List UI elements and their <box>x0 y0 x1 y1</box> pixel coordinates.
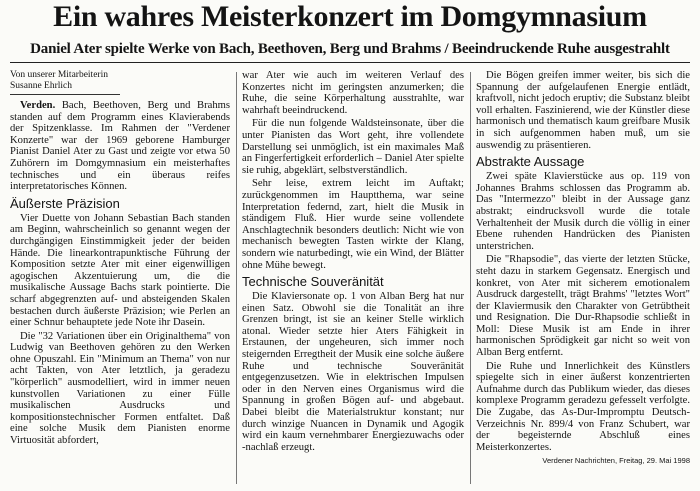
paragraph: Die Ruhe und Innerlichkeit des Künstlers spiegelte sich in einer äußerst konzentrierten Aufnahme durch das Publikum wieder, das dieses komplexe Programm geradezu gefesselt verfolgte. Die Zugabe, das As-Dur-Impromptu Deutsch-Verzeichnis Nr. 899/4 von Franz Schubert, war der begeisternde Abschluß eines Meisterkonzertes. <box>476 360 690 453</box>
section-heading: Äußerste Präzision <box>10 195 120 211</box>
dateline: Verden. <box>20 100 56 111</box>
paragraph: Die "Rhapsodie", das vierte der letzten Stücke, steht dazu in starkem Gegensatz. Energisch und konkret, von Ater mit sicherem emotionalem Ausdruck dargestellt, trägt Brahms' "letztes Wort" der Klaviermusik den Charakter von Getrübtheit und Resignation. Die Dur-Rhapsodie schließt in Moll: Diese Musik ist am Ende in ihrer harmonischen Sprödigkeit gar nicht so weit von Alban Berg entfernt. <box>476 254 690 359</box>
header-divider <box>10 62 690 63</box>
source-line: Verdener Nachrichten, Freitag, 29. Mai 1998 <box>542 456 690 466</box>
author-name: Susanne Ehrlich <box>10 81 120 95</box>
paragraph <box>10 100 230 193</box>
column-2 <box>242 70 464 455</box>
paragraph: war Ater wie auch im weiteren Verlauf des Konzertes nicht im geringsten anzumerken; die Ruhe, die seine Körperhaltung ausstrahlte, war wahrhaft beeindruckend. <box>242 70 464 116</box>
column-1 <box>10 70 230 449</box>
headline: Ein wahres Meisterkonzert im Domgymnasium <box>53 0 647 33</box>
paragraph: Die Klaviersonate op. 1 von Alban Berg hat nur einen Satz. Obwohl sie die Tonalität an ihre Grenzen bringt, ist sie an keiner Stelle wirklich atonal. Wieder setzte hier Aters Fähigkeit in Erstaunen, der ungeheuren, sich immer noch steigernden Erregtheit der Musik eine solche äußere Ruhe und technische Souveränität entgegenzusetzen. Wie in elektrischen Impulsen oder in den Nerven eines Organismus wird die Spannung in großen Bögen auf- und abgebaut. Dabei bleibt die Materialstruktur konstant; nur durch winzige Nuancen in Dynamik und Agogik wird ein kaum vernehmbarer Energiezuwachs oder -nachlaß erzeugt. <box>242 291 464 453</box>
paragraph: Die Bögen greifen immer weiter, bis sich die Spannung der aufgelaufenen Energie entlädt, kraftvoll, nicht jedoch eruptiv; die Substanz bleibt voll erhalten. Faszinierend, wie der Künstler diese harmonisch und thematisch kaum greifbare Musik in sich aufgenommen haben muß, um sie auswendig zu präsentieren. <box>476 70 690 151</box>
section-heading: Technische Souveränität <box>242 274 384 290</box>
byline-line-1: Von unserer Mitarbeiterin <box>10 70 108 80</box>
column-divider <box>470 72 471 484</box>
paragraph: Sehr leise, extrem leicht im Auftakt; zurückgenommen im Hauptthema, war seine Interpretation federnd, zart, hielt die Musik in ständigem Fluß. Hier wurde seine vollendete Anschlagtechnik besonders deutlich: Nicht wie von mechanisch bewegten Tasten wirkte der Klang, sondern wie naturbedingt, wie ein Wind, der Blätter ohne Mühe bewegt. <box>242 178 464 271</box>
paragraph: Zwei späte Klavierstücke aus op. 119 von Johannes Brahms schlossen das Programm ab. Das "Intermezzo" bleibt in der Aussage ganz abstrakt; eindrucksvoll wurde die totale Verhaltenheit der Musik durch die völlig in einer Ebene ruhenden Handrücken des Pianisten unterstrichen. <box>476 171 690 252</box>
column-3 <box>476 70 690 467</box>
byline <box>10 70 230 95</box>
column-divider <box>236 72 237 484</box>
section-heading: Abstrakte Aussage <box>476 154 585 170</box>
paragraph: Für die nun folgende Waldsteinsonate, über die unter Pianisten das Wort geht, ihre vollendete Darstellung sei unmöglich, ist ein maximales Maß an Fingerfertigkeit erforderlich – Daniel Ater spielte sie ruhig, abgeklärt, selbstverständlich. <box>242 118 464 176</box>
subheadline: Daniel Ater spielte Werke von Bach, Beethoven, Berg und Brahms / Beeindruckende Ruhe ausgestrahlt <box>30 41 670 57</box>
paragraph: Die "32 Variationen über ein Originalthema" von Ludwig van Beethoven gehören zu den Werken ohne Opuszahl. Ein "Minimum an Thema" von nur acht Takten, von Ater letztlich, ja geradezu "körperlich" ausmodelliert, wird in immer neuen kunstvollen Variationen zu einer Fülle musikalischen Ausdrucks und kompositionstechnischer Formen entfaltet. Daß eine solche Musik dem Pianisten enorme Virtuosität abfordert, <box>10 330 230 447</box>
paragraph-text: Bach, Beethoven, Berg und Brahms standen auf dem Programm eines Klavierabends der Spitzenklasse. Im Rahmen der "Verdener Konzerte" war der 1969 geborene Hamburger Pianist Daniel Ater zu Gast und zeigte vor etwa 50 Zuhörern im Domgymnasium ein meisterhaftes technisches und ein überaus reifes interpretatorisches Können. <box>10 100 230 193</box>
paragraph: Vier Duette von Johann Sebastian Bach standen am Beginn, wahrscheinlich so genannt wegen der durchgängigen Einstimmigkeit jeder der beiden Hände. Die linearkontrapunktische Führung der Komposition setzte Ater mit einer eigenwilligen agogischen Akzentuierung um, die die musikalische Aussage Bachs stark pointierte. Die scharf abgegrenzten auf- und absteigenden Skalen bestachen durch äußerste Präzision; wie Perlen an einer Schnur behauptete jede Note ihr Dasein. <box>10 212 230 329</box>
